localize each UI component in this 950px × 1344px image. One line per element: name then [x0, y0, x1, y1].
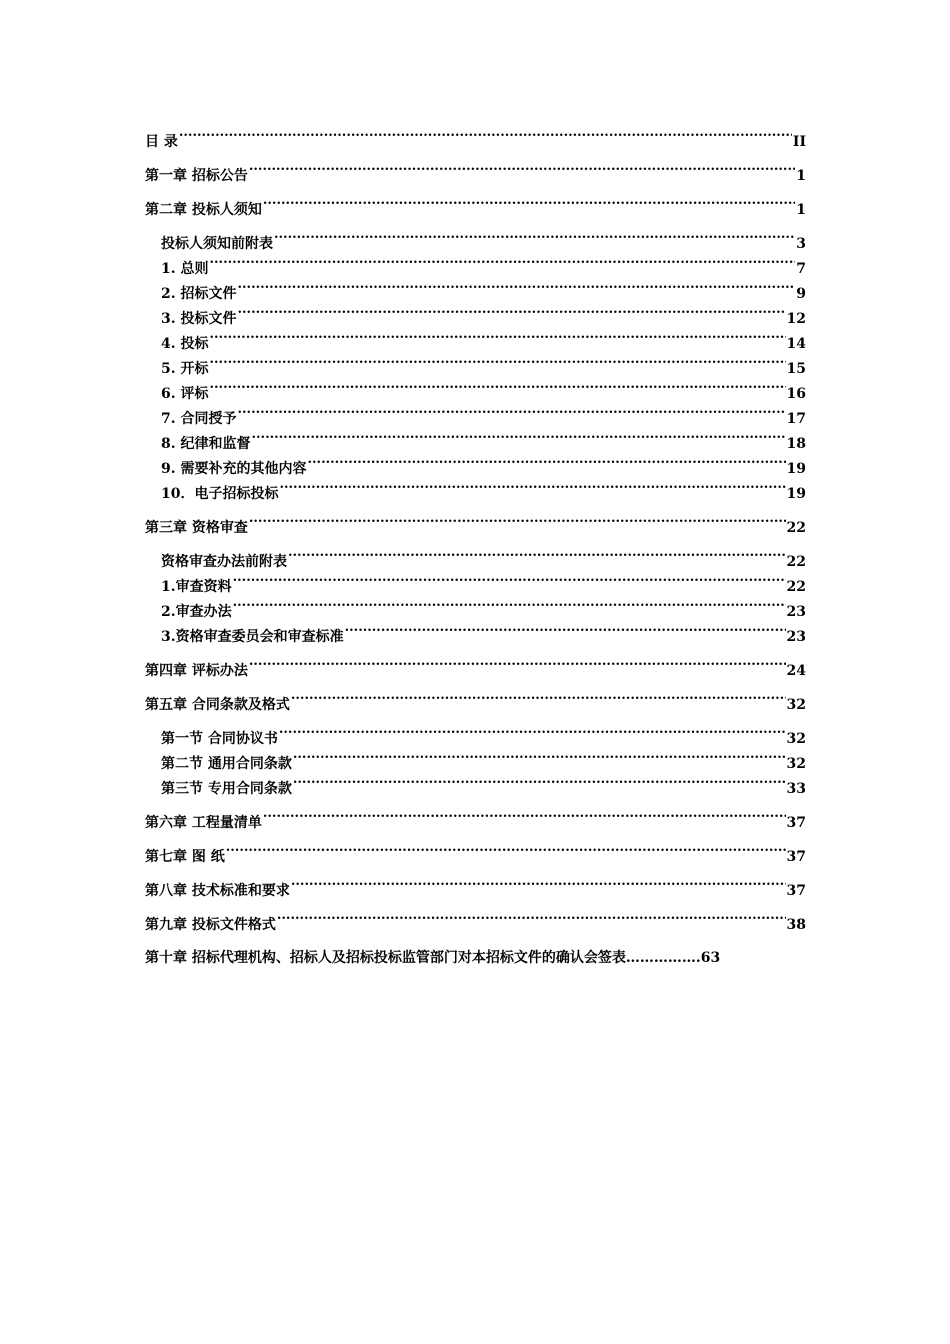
toc-entry-label: 1. 总则: [161, 261, 209, 277]
toc-entry-final[interactable]: [145, 948, 806, 968]
toc-page-number: 23: [786, 604, 806, 620]
toc-entry-label: 第九章 投标文件格式: [145, 917, 276, 933]
toc-entry[interactable]: [145, 428, 806, 453]
toc-entry-label: 1.审查资料: [161, 579, 232, 595]
toc-page-number: 32: [786, 697, 806, 713]
dot-leader: [345, 621, 786, 641]
toc-page-number: 22: [786, 520, 806, 536]
toc-entry[interactable]: [145, 773, 806, 798]
dot-leader: [249, 160, 795, 180]
dot-leader: [288, 546, 786, 566]
toc-entry[interactable]: [145, 228, 806, 253]
toc-page-number: 37: [786, 849, 806, 865]
toc-entry-label: 第八章 技术标准和要求: [145, 883, 290, 899]
toc-page-number: 22: [786, 554, 806, 570]
toc-entry[interactable]: [145, 194, 806, 219]
dot-leader: [291, 689, 786, 709]
toc-entry-label: 第二章 投标人须知: [145, 202, 262, 218]
toc-entry[interactable]: [145, 453, 806, 478]
toc-entry-label: 第一章 招标公告: [145, 168, 248, 184]
toc-page-number: 19: [786, 486, 806, 502]
dot-leader: [293, 748, 786, 768]
toc-entry-label: 第七章 图 纸: [145, 849, 225, 865]
toc-entry-label: 10．电子招标投标: [161, 486, 279, 502]
dot-leader: [210, 378, 786, 398]
toc-entry[interactable]: [145, 278, 806, 303]
dot-leader: [210, 328, 786, 348]
toc-entry-label: 3.资格审查委员会和审查标准: [161, 629, 344, 645]
toc-entry-label: 2.审查办法: [161, 604, 232, 620]
toc-entry[interactable]: [145, 748, 806, 773]
toc-page-number: 12: [786, 311, 806, 327]
dot-leader: [233, 571, 786, 591]
toc-page-number: 32: [786, 731, 806, 747]
toc-entry-label: 第五章 合同条款及格式: [145, 697, 290, 713]
toc-page-number: 7: [796, 261, 806, 277]
toc-page-number: 15: [786, 361, 806, 377]
toc-entry[interactable]: [145, 571, 806, 596]
toc-entry-label: 第一节 合同协议书: [161, 731, 278, 747]
toc-page-number: 3: [796, 236, 806, 252]
dot-leader: [210, 353, 786, 373]
toc-entry-label: 3. 投标文件: [161, 311, 237, 327]
dot-leader: [238, 303, 786, 323]
toc-entry-label: 第三章 资格审查: [145, 520, 248, 536]
toc-entry[interactable]: [145, 807, 806, 832]
toc-page-number: .63: [695, 950, 721, 966]
toc-page-number: 32: [786, 756, 806, 772]
dot-leader: [238, 278, 796, 298]
toc-entry-label: 9. 需要补充的其他内容: [161, 461, 307, 477]
toc-entry[interactable]: [145, 621, 806, 646]
dot-leader: [210, 253, 796, 273]
toc-entry[interactable]: [145, 303, 806, 328]
toc-entry[interactable]: [145, 403, 806, 428]
dot-leader: [263, 194, 795, 214]
toc-entry[interactable]: [145, 253, 806, 278]
toc-entry-label: 第六章 工程量清单: [145, 815, 262, 831]
dot-leader: [233, 596, 786, 616]
dot-leader: [293, 773, 786, 793]
toc-page-number: 18: [786, 436, 806, 452]
toc-entry[interactable]: [145, 160, 806, 185]
dot-leader: [238, 403, 786, 423]
dot-leader: [226, 841, 786, 861]
toc-entry-label: 6. 评标: [161, 386, 209, 402]
dot-leader: [308, 453, 786, 473]
dot-leader: [252, 428, 786, 448]
toc-page-number: 37: [786, 815, 806, 831]
toc-entry[interactable]: [145, 126, 806, 151]
dot-leader: [279, 723, 786, 743]
dot-leader: [274, 228, 795, 248]
toc-page-number: 33: [786, 781, 806, 797]
toc-page-number: 19: [786, 461, 806, 477]
toc-entry[interactable]: [145, 689, 806, 714]
toc-entry[interactable]: [145, 841, 806, 866]
toc-entry[interactable]: [145, 655, 806, 680]
toc-page-number: 9: [796, 286, 806, 302]
toc-entry-label: 目 录: [145, 134, 178, 150]
toc-page-number: 22: [786, 579, 806, 595]
dot-leader: [279, 478, 785, 498]
toc-entry[interactable]: [145, 723, 806, 748]
toc-page-number: 14: [786, 336, 806, 352]
toc-page-number: 23: [786, 629, 806, 645]
toc-page-number: 16: [786, 386, 806, 402]
toc-entry-label: 第二节 通用合同条款: [161, 756, 292, 772]
toc-entry[interactable]: [145, 875, 806, 900]
toc-entry[interactable]: [145, 546, 806, 571]
toc-page-number: 17: [786, 411, 806, 427]
toc-entry-label: 7. 合同授予: [161, 411, 237, 427]
dot-leader: [277, 909, 786, 929]
dot-leader: [291, 875, 786, 895]
toc-entry[interactable]: [145, 478, 806, 503]
toc-page-number: 1: [796, 168, 806, 184]
toc-entry-label: 5. 开标: [161, 361, 209, 377]
toc-entry-label: 第十章 招标代理机构、招标人及招标投标监管部门对本招标文件的确认会签表: [145, 950, 626, 966]
toc-entry[interactable]: [145, 328, 806, 353]
dot-leader: [179, 126, 792, 146]
toc-page-number: II: [792, 134, 806, 150]
toc-entry-label: 第三节 专用合同条款: [161, 781, 292, 797]
toc-page-number: 38: [786, 917, 806, 933]
dot-leader: [263, 807, 786, 827]
toc-entry-label: 投标人须知前附表: [161, 236, 273, 252]
toc-entry-label: 2. 招标文件: [161, 286, 237, 302]
toc-entry[interactable]: [145, 378, 806, 403]
toc-page-number: 24: [786, 663, 806, 679]
table-of-contents: [145, 126, 806, 934]
toc-entry-label: 第四章 评标办法: [145, 663, 248, 679]
toc-entry[interactable]: [145, 512, 806, 537]
toc-page-number: 37: [786, 883, 806, 899]
toc-entry-label: 8. 纪律和监督: [161, 436, 251, 452]
toc-entry[interactable]: [145, 353, 806, 378]
toc-page-number: 1: [796, 202, 806, 218]
dot-leader: [249, 655, 786, 675]
ellipsis-leader: ……………: [625, 950, 696, 966]
toc-entry-label: 资格审查办法前附表: [161, 554, 287, 570]
toc-entry[interactable]: [145, 909, 806, 934]
dot-leader: [249, 512, 786, 532]
toc-entry-label: 4. 投标: [161, 336, 209, 352]
toc-entry[interactable]: [145, 596, 806, 621]
